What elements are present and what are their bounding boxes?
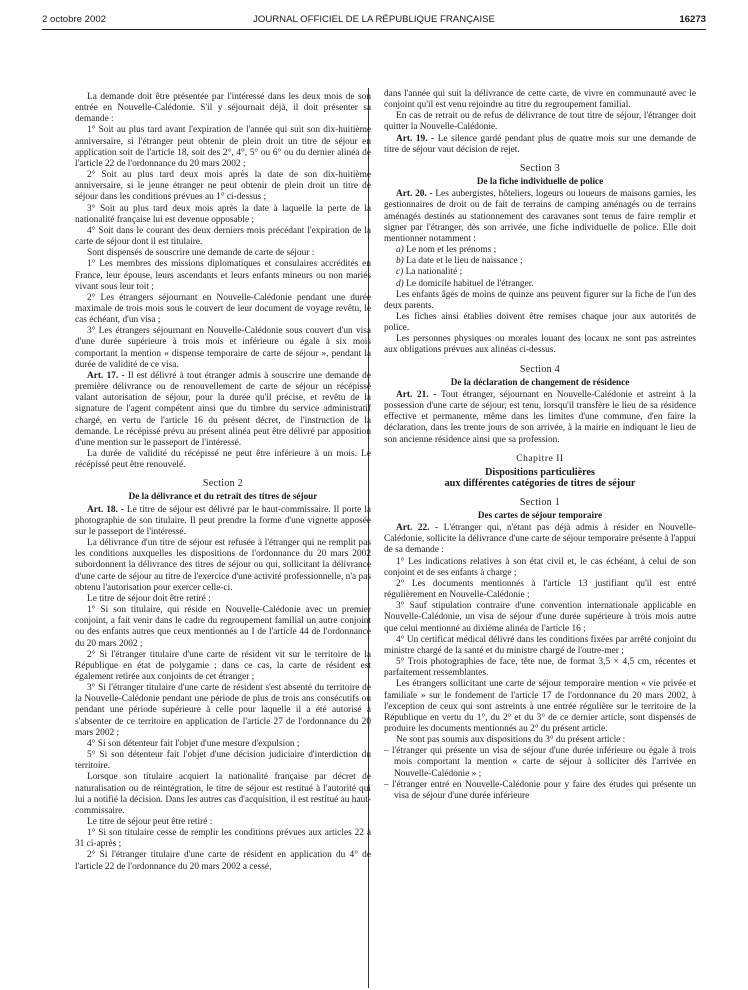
paragraph: En cas de retrait ou de refus de délivrance de tout titre de séjour, l'étranger doit quitter la Nouvelle-Calédonie. <box>384 111 696 133</box>
article-label: Art. 18. - <box>87 504 124 515</box>
paragraph: 5° Trois photographies de face, tête nue, de format 3,5 × 4,5 cm, récentes et parfaitement ressemblantes. <box>384 657 696 679</box>
paragraph: 3° Si l'étranger titulaire d'une carte de résident s'est absenté du territoire de la Nouvelle-Calédonie pendant une période de plus de trois ans consécutifs ou pendant une période supérieure à celle pour laquelle il a été autorisé à s'absenter de ce territoire en application de l'article 27 de l'ordonnance du 20 mars 2002 ; <box>75 683 371 738</box>
section-title: De la fiche individuelle de police <box>476 176 604 187</box>
section-title: Des cartes de séjour temporaire <box>477 510 603 520</box>
paragraph: 5° Si son détenteur fait l'objet d'une décision judiciaire d'interdiction du territoire. <box>75 750 371 772</box>
list-letter: d) <box>396 278 404 289</box>
list-text: Le nom et les prénoms ; <box>403 245 497 256</box>
page-header <box>42 13 706 30</box>
list-letter: b) <box>396 256 404 267</box>
paragraph: dans l'année qui suit la délivrance de cette carte, de vivre en communauté avec le conjoint qu'il est venu rejoindre au titre du regroupement familial. <box>384 89 696 111</box>
article-text: L'étranger qui, n'étant pas déjà admis à résider en Nouvelle-Calédonie, sollicite la délivrance d'une carte de séjour temporaire présente à l'appui de sa demande : <box>384 523 696 556</box>
chapter-title-line: aux différentes catégories de titres de séjour <box>444 478 636 490</box>
paragraph: 2° Les documents mentionnés à l'article 13 justifiant qu'il est entré régulièrement en Nouvelle-Calédonie ; <box>384 578 696 601</box>
article-label: Art. 17. - <box>87 370 125 381</box>
article-17 <box>75 371 371 449</box>
list-text: Le domicile habituel de l'étranger. <box>403 278 534 289</box>
chapter-heading: Chapitre II <box>516 453 564 464</box>
paragraph: Ne sont pas soumis aux dispositions du 3° du présent article : <box>396 735 626 746</box>
journal-title: JOURNAL OFFICIEL DE LA RÉPUBLIQUE FRANÇAISE <box>253 14 495 25</box>
paragraph: 4° Soit dans le courant des deux derniers mois précédant l'expiration de la carte de séjour dont il est titulaire. <box>75 225 371 248</box>
paragraph: Le titre de séjour doit être retiré : <box>87 593 211 604</box>
paragraph: Les étrangers sollicitant une carte de séjour temporaire mention « vie privée et familiale » sur le fondement de l'article 17 de l'ordonnance du 20 mars 2002, à l'exception de ceux qui sont astreints à une entrée régulière sur le territoire de la République en vertu du 1°, du 2° et du 3° de ce dernier article, sont dispensés de produire les documents mentionnés au 2° du présent article. <box>384 679 696 734</box>
issue-date: 2 octobre 2002 <box>42 14 107 25</box>
chapter-title-line: Dispositions particulières <box>485 466 595 478</box>
article-text: Il est délivré à tout étranger admis à souscrire une demande de première délivrance ou de renouvellement de carte de séjour un récépissé valant autorisation de séjour, pour la durée qu'il précise, et revêtu de la signature de l'agent compétent ainsi que du timbre du service administratif chargé, en vertu de l'article 16 du présent décret, de l'instruction de la demande. Le récépissé prévu au présent alinéa peut être délivré par apposition d'une mention sur le passeport de l'intéressé. <box>75 370 371 448</box>
article-19 <box>384 134 696 156</box>
paragraph: 1° Si son titulaire cesse de remplir les conditions prévues aux articles 22 à 31 ci-après ; <box>75 828 371 850</box>
paragraph: 3° Soit au plus tard deux mois après la date à laquelle la perte de la nationalité française lui est devenue opposable ; <box>75 203 371 225</box>
section-title: De la délivrance et du retrait des titres de séjour <box>128 491 318 502</box>
paragraph: Les enfants âgés de moins de quinze ans peuvent figurer sur la fiche de l'un des deux parents. <box>384 289 696 311</box>
paragraph: 2° Soit au plus tard deux mois après la date de son dix-huitième anniversaire, si le jeune étranger ne peut obtenir de plein droit un titre de séjour dans les conditions prévues au 1° ci-dessus ; <box>75 170 371 203</box>
paragraph: 2° Les étrangers séjournant en Nouvelle-Calédonie pendant une durée maximale de trois mois sous le couvert de leur document de voyage revêtu, le cas échéant, d'un visa ; <box>75 292 371 326</box>
list-text: La nationalité ; <box>403 267 463 278</box>
paragraph: Les fiches ainsi établies doivent être remises chaque jour aux autorités de police. <box>384 311 696 334</box>
left-column <box>75 92 371 873</box>
article-text: Le silence gardé pendant plus de quatre mois sur une demande de titre de séjour vaut décision de rejet. <box>384 133 696 155</box>
page-number: 16273 <box>679 14 706 25</box>
article-label: Art. 21. - <box>396 389 437 400</box>
paragraph: 1° Soit au plus tard avant l'expiration de l'année qui suit son dix-huitième anniversaire, si l'étranger peut obtenir de plein droit un titre de séjour en application soit de l'article 18, soit des 2°, 4°, 5° ou 6° ou du dernier alinéa de l'article 22 de l'ordonnance du 20 mars 2002 ; <box>75 125 371 169</box>
paragraph: Le titre de séjour peut être retiré : <box>87 817 213 827</box>
paragraph: Lorsque son titulaire acquiert la nationalité française par décret de naturalisation ou de réintégration, le titre de séjour est restitué à l'autorité qui lui a notifié la décision. Dans les autres cas d'acquisition, il est restitué au haut-commissaire. <box>75 772 371 816</box>
article-21 <box>384 390 696 446</box>
section-heading: Section 2 <box>202 478 244 490</box>
paragraph: La durée de validité du récépissé ne peut être inférieure à un mois. Le récépissé peut être renouvelé. <box>75 449 371 471</box>
article-text: Tout étranger, séjournant en Nouvelle-Calédonie et astreint à la possession d'une carte de séjour, est tenu, lorsqu'il transfère le lieu de sa résidence effective et permanente, même dans les limites d'une commune, d'en faire la déclaration, dans les trente jours de son arrivée, à la mairie en indiquant le lieu de son ancienne résidence ainsi que sa profession. <box>384 389 696 445</box>
paragraph: 2° Si l'étranger titulaire d'une carte de résident en application du 4° de l'article 22 de l'ordonnance du 20 mars 2002 a cessé, <box>75 850 371 872</box>
list-text: La date et le lieu de naissance ; <box>403 256 523 267</box>
article-20 <box>384 189 696 245</box>
chapter-title <box>384 467 696 490</box>
article-label: Art. 22. - <box>396 523 439 534</box>
paragraph: 4° Si son détenteur fait l'objet d'une mesure d'expulsion ; <box>87 738 300 749</box>
paragraph: Sont dispensés de souscrire une demande de carte de séjour : <box>87 248 315 259</box>
section-heading: Section 4 <box>519 363 561 375</box>
article-text: Le titre de séjour est délivré par le haut-commissaire. Il porte la photographie de son titulaire. Il peut prendre la forme d'une vignette apposée sur le passeport de l'intéressé. <box>75 504 371 537</box>
list-item <box>384 256 696 267</box>
list-item <box>384 279 696 290</box>
section-title: De la déclaration de changement de résidence <box>450 376 630 387</box>
dash-item: – l'étranger entré en Nouvelle-Calédonie pour y faire des études qui présente un visa de séjour d'une durée inférieure <box>384 780 696 802</box>
list-letter: c) <box>396 267 404 278</box>
list-letter: a) <box>396 245 404 256</box>
paragraph: La délivrance d'un titre de séjour est refusée à l'étranger qui ne remplit pas les conditions auxquelles les dispositions de l'ordonnance du 20 mars 2002 subordonnent la délivrance des titres de séjour ou qui, sollicitant la délivrance d'une carte de séjour au titre de l'exercice d'une activité professionnelle, n'a pas obtenu l'autorisation pour exercer celle-ci. <box>75 538 371 593</box>
paragraph: 4° Un certificat médical délivré dans les conditions fixées par arrêté conjoint du ministre chargé de la santé et du ministre chargé de l'outre-mer ; <box>384 634 696 656</box>
article-22 <box>384 523 696 556</box>
paragraph: 1° Si son titulaire, qui réside en Nouvelle-Calédonie avec un premier conjoint, a fait venir dans le cadre du regroupement familial un autre conjoint ou des enfants autres que ceux mentionnés au I de l'article 44 de l'ordonnance du 20 mars 2002 ; <box>75 605 371 649</box>
article-label: Art. 20. - <box>396 189 433 200</box>
list-item <box>384 267 696 278</box>
paragraph: Les personnes physiques ou morales louant des locaux ne sont pas astreintes aux obligations prévues aux alinéas ci-dessus. <box>384 334 696 356</box>
paragraph: 1° Les membres des missions diplomatiques et consulaires accrédités en France, leur épouse, leurs ascendants et leurs enfants mineurs ou non mariés vivant sous leur toit ; <box>75 259 371 292</box>
paragraph: La demande doit être présentée par l'intéressé dans les deux mois de son entrée en Nouvelle-Calédonie. S'il y séjournait déjà, il doit présenter sa demande : <box>75 92 371 125</box>
list-item <box>384 245 696 256</box>
article-18 <box>75 505 371 538</box>
article-label: Art. 19. - <box>396 133 435 144</box>
paragraph: 2° Si l'étranger titulaire d'une carte de résident vit sur le territoire de la République en état de polygamie ; dans ce cas, la carte de résident est également retirée aux conjoints de cet étranger ; <box>75 649 371 682</box>
paragraph: 1° Les indications relatives à son état civil et, le cas échéant, à celui de son conjoint et de ses enfants à charge ; <box>384 556 696 578</box>
paragraph: 3° Les étrangers séjournant en Nouvelle-Calédonie sous couvert d'un visa d'une durée supérieure à trois mois et inférieure ou égale à six mois comportant la mention « dispense temporaire de carte de séjour », pendant la durée de validité de ce visa. <box>75 326 371 370</box>
dash-item: – l'étranger qui présente un visa de séjour d'une durée inférieure ou égale à trois mois comportant la mention « carte de séjour à solliciter dès l'arrivée en Nouvelle-Calédonie » ; <box>384 746 696 779</box>
right-column <box>384 89 696 802</box>
section-heading: Section 1 <box>519 496 561 508</box>
article-text: Les aubergistes, hôteliers, logeurs ou loueurs de maisons garnies, les gestionnaires de droit ou de fait de terrains de camping aménagés ou de terrains aménagés destinés au stationnement des caravanes sont tenus de faire remplir et signer par l'étranger, dès son arrivée, une fiche individuelle de police. Elle doit mentionner notamment : <box>384 189 697 244</box>
paragraph: 3° Sauf stipulation contraire d'une convention internationale applicable en Nouvelle-Calédonie, un visa de séjour d'une durée supérieure à trois mois autre que celui mentionné au dixième alinéa de l'article 16 ; <box>384 601 696 634</box>
section-heading: Section 3 <box>519 162 561 174</box>
